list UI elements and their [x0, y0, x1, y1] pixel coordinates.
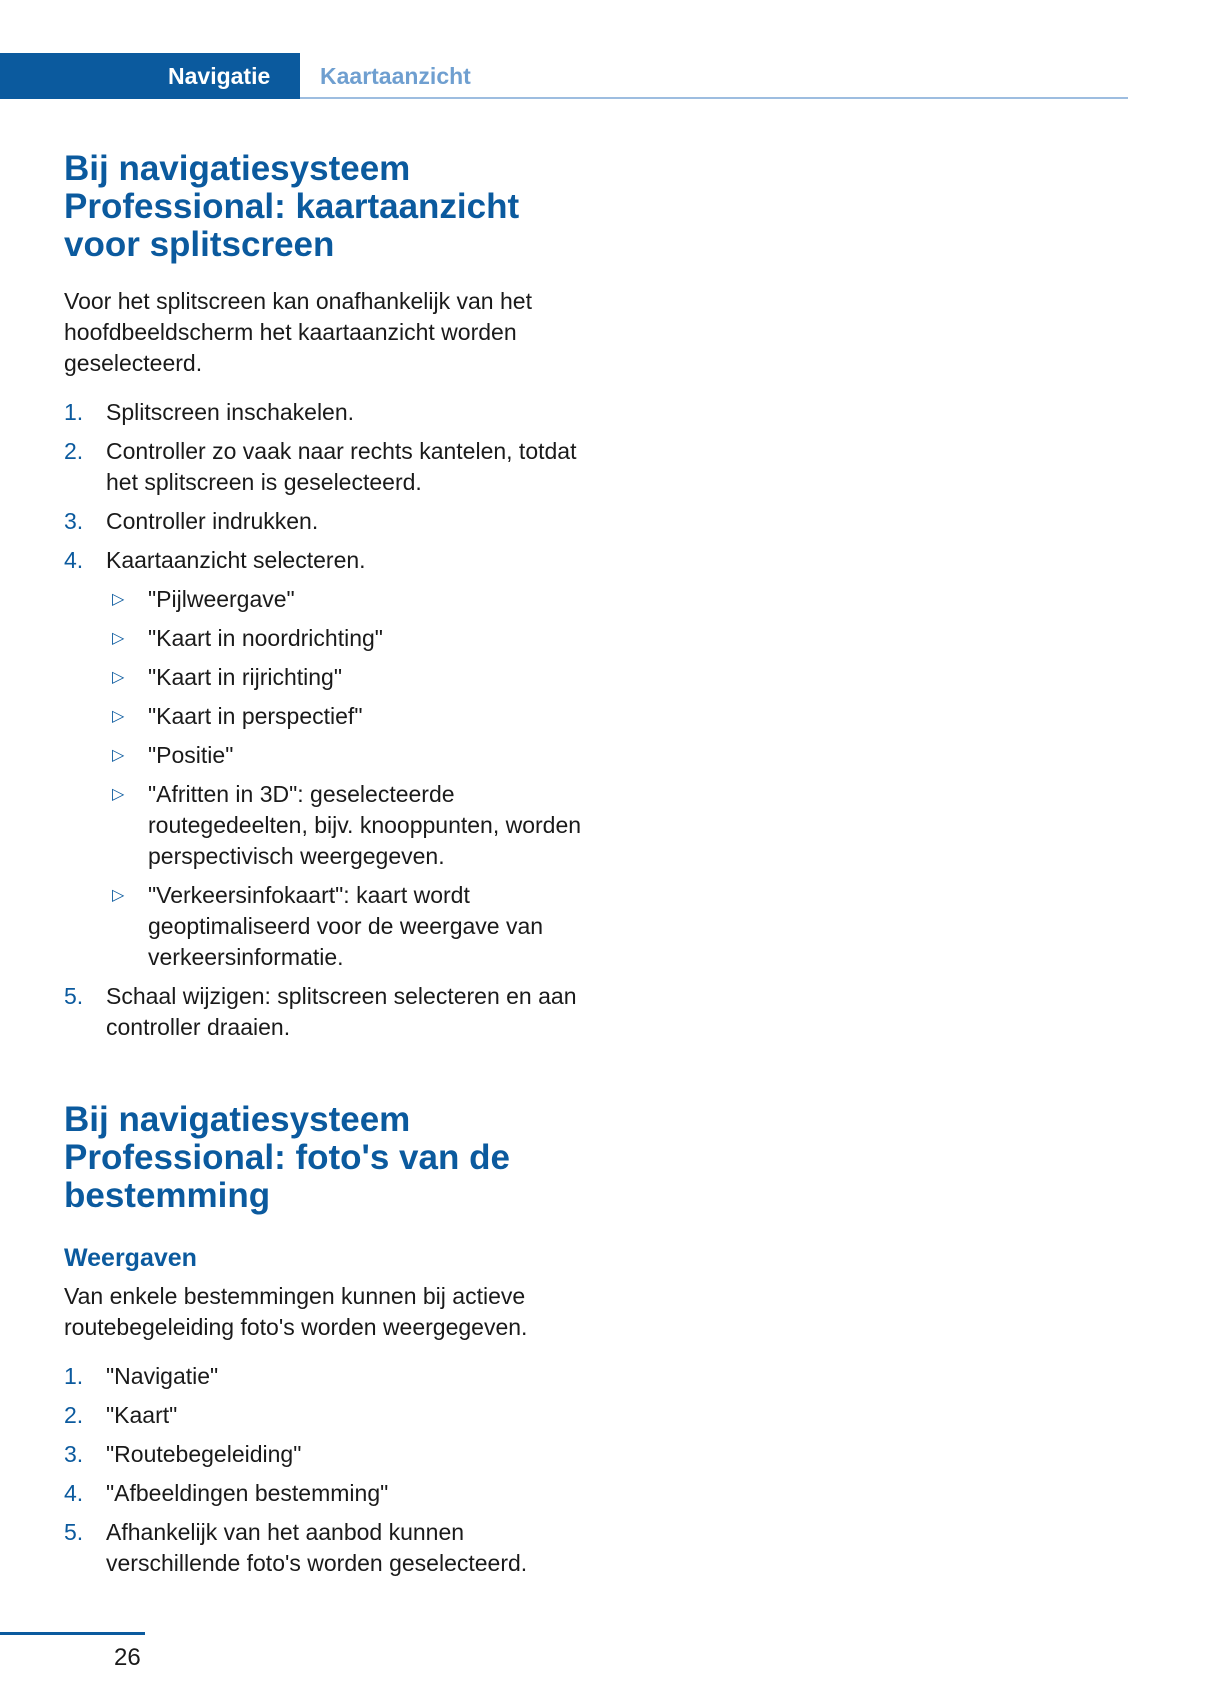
step-number: 3. [64, 508, 84, 534]
step-text: Controller indrukken. [106, 508, 319, 534]
triangle-bullet-icon: ▷ [112, 747, 125, 764]
step-number: 1. [64, 399, 84, 425]
step-number: 5. [64, 1519, 84, 1545]
option-item [106, 779, 584, 872]
section1-intro: Voor het splitscreen kan onafhankelijk van het hoofdbeeldscherm het kaartaanzicht worden geselecteerd. [64, 288, 532, 376]
step-item [64, 1517, 584, 1579]
triangle-bullet-icon: ▷ [112, 591, 125, 608]
option-item [106, 880, 584, 973]
step-item [64, 506, 584, 537]
section2-steps [64, 1361, 584, 1579]
step-number: 4. [64, 1480, 84, 1506]
step-item [64, 436, 584, 498]
footer-divider [0, 1632, 145, 1635]
option-text: "Verkeersinfokaart": kaart wordt geoptimaliseerd voor de weergave van verkeersinformatie. [148, 882, 544, 970]
step-number: 4. [64, 547, 84, 573]
triangle-bullet-icon: ▷ [112, 669, 125, 686]
step-number: 2. [64, 1402, 84, 1428]
option-text: "Afritten in 3D": geselecteerde routegedeelten, bijv. knooppunten, worden perspectivisch weergegeven. [148, 781, 582, 869]
step-text: "Afbeeldingen bestemming" [106, 1480, 389, 1506]
step-item [64, 545, 584, 973]
section2-heading: Bij navigatiesysteem Professional: foto's van de bestemming [64, 1100, 510, 1215]
option-item [106, 662, 584, 693]
header-section-title: Kaartaanzicht [320, 63, 471, 89]
option-text: "Kaart in rijrichting" [148, 664, 343, 690]
triangle-bullet-icon: ▷ [112, 786, 125, 803]
step-text: "Kaart" [106, 1402, 178, 1428]
option-item [106, 584, 584, 615]
option-text: "Pijlweergave" [148, 586, 295, 612]
option-text: "Kaart in perspectief" [148, 703, 363, 729]
step-item [64, 1478, 584, 1509]
step-text: Splitscreen inschakelen. [106, 399, 355, 425]
triangle-bullet-icon: ▷ [112, 630, 125, 647]
section1-steps [64, 397, 584, 1043]
map-view-options [106, 584, 584, 973]
step-number: 3. [64, 1441, 84, 1467]
triangle-bullet-icon: ▷ [112, 708, 125, 725]
step-item [64, 981, 584, 1043]
option-item [106, 623, 584, 654]
header-divider [300, 97, 1128, 99]
header-chapter-tab: Navigatie [0, 53, 300, 99]
step-text: Afhankelijk van het aanbod kunnen verschillende foto's worden geselecteerd. [106, 1519, 528, 1576]
step-text: Schaal wijzigen: splitscreen selecteren en aan controller draaien. [106, 983, 577, 1040]
option-text: "Positie" [148, 742, 234, 768]
step-text: "Navigatie" [106, 1363, 219, 1389]
step-item [64, 397, 584, 428]
step-text: "Routebegeleiding" [106, 1441, 302, 1467]
step-text: Kaartaanzicht selecteren. [106, 547, 366, 573]
step-text: Controller zo vaak naar rechts kantelen, totdat het splitscreen is geselecteerd. [106, 438, 577, 495]
triangle-bullet-icon: ▷ [112, 887, 125, 904]
page-content [64, 150, 584, 1587]
option-item [106, 740, 584, 771]
section2-subheading: Weergaven [64, 1244, 197, 1272]
option-text: "Kaart in noordrichting" [148, 625, 383, 651]
option-item [106, 701, 584, 732]
step-item [64, 1361, 584, 1392]
step-number: 2. [64, 438, 84, 464]
step-number: 1. [64, 1363, 84, 1389]
section2-intro: Van enkele bestemmingen kunnen bij actieve routebegeleiding foto's worden weergegeven. [64, 1283, 528, 1340]
step-item [64, 1400, 584, 1431]
step-number: 5. [64, 983, 84, 1009]
page-number: 26 [114, 1644, 141, 1671]
step-item [64, 1439, 584, 1470]
section1-heading: Bij navigatiesysteem Professional: kaartaanzicht voor splitscreen [64, 149, 520, 264]
